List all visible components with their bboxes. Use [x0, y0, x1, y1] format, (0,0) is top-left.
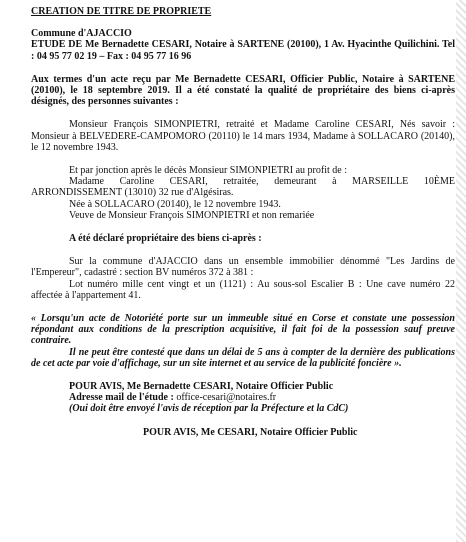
aux-termes: Aux termes d'un acte reçu par Me Bernadette CESARI, Officier Public, Notaire à SARTENE (20100), le 18 septembre 2019. Il a été constaté la qualité de propriétaire des biens ci-après désignés, des personnes suivantes : [31, 73, 455, 108]
persons: Monsieur François SIMONPIETRI, retraité et Madame Caroline CESARI, Nés savoir : Monsieur à BELVEDERE-CAMPOMORO (20110) le 14 mars 1934, Madame à SOLLACARO (20140), le 12 novembre 1943. [31, 119, 455, 153]
commune: Commune d'AJACCIO [31, 28, 132, 40]
madame: Madame Caroline CESARI, retraitée, demeurant à MARSEILLE 10ÈME ARRONDISSEMENT (13010) 32 rue d'Algésiras. [31, 176, 455, 199]
notice-title: CREATION DE TITRE DE PROPRIETE [31, 6, 212, 17]
mail-link[interactable]: office-cesari@notaires.fr [176, 392, 277, 404]
nee: Née à SOLLACARO (20140), le 12 novembre 1943. [69, 198, 281, 210]
pour-avis-2: POUR AVIS, Me CESARI, Notaire Officier Public [143, 426, 358, 438]
mail-line [31, 392, 455, 403]
declare: A été déclaré propriétaire des biens ci-après : [69, 233, 262, 245]
contest: Il ne peut être contesté que dans un délai de 5 ans à compter de la dernière des publications de cet acte par voie d'affichage, sur un site internet et au service de la publicité foncière ». [31, 346, 455, 369]
jonction: Et par jonction après le décès Monsieur SIMONPIETRI au profit de : [69, 165, 347, 177]
notoriete: « Lorsqu'un acte de Notoriété porte sur un immeuble situé en Corse et constate une possession répondant aux conditions de la prescription acquisitive, il fait foi de la possession sauf preuve contraire. [31, 313, 455, 347]
commune-desc: Sur la commune d'AJACCIO dans un ensemble immobilier dénommé "Les Jardins de l'Empereur", cadastré : section BV numéros 372 à 381 : [31, 256, 455, 279]
legal-notice [31, 6, 455, 438]
etude-info: ETUDE DE Me Bernadette CESARI, Notaire à SARTENE (20100), 1 Av. Hyacinthe Quilichini. Tel : 04 95 77 02 19 – Fax : 04 95 77 16 96 [31, 39, 455, 62]
veuve: Veuve de Monsieur François SIMONPIETRI et non remariée [69, 209, 315, 221]
lot: Lot numéro mille cent vingt et un (1121) : Au sous-sol Escalier B : Une cave numéro 22 affectée à l'appartement 41. [31, 278, 455, 301]
pour-avis-1: POUR AVIS, Me Bernadette CESARI, Notaire Officier Public [69, 381, 334, 393]
mail-label: Adresse mail de l'étude : [69, 392, 177, 404]
oui-note: (Oui doit être envoyé l'avis de réception par la Préfecture et la CdC) [69, 403, 349, 415]
decorative-border [456, 0, 466, 542]
